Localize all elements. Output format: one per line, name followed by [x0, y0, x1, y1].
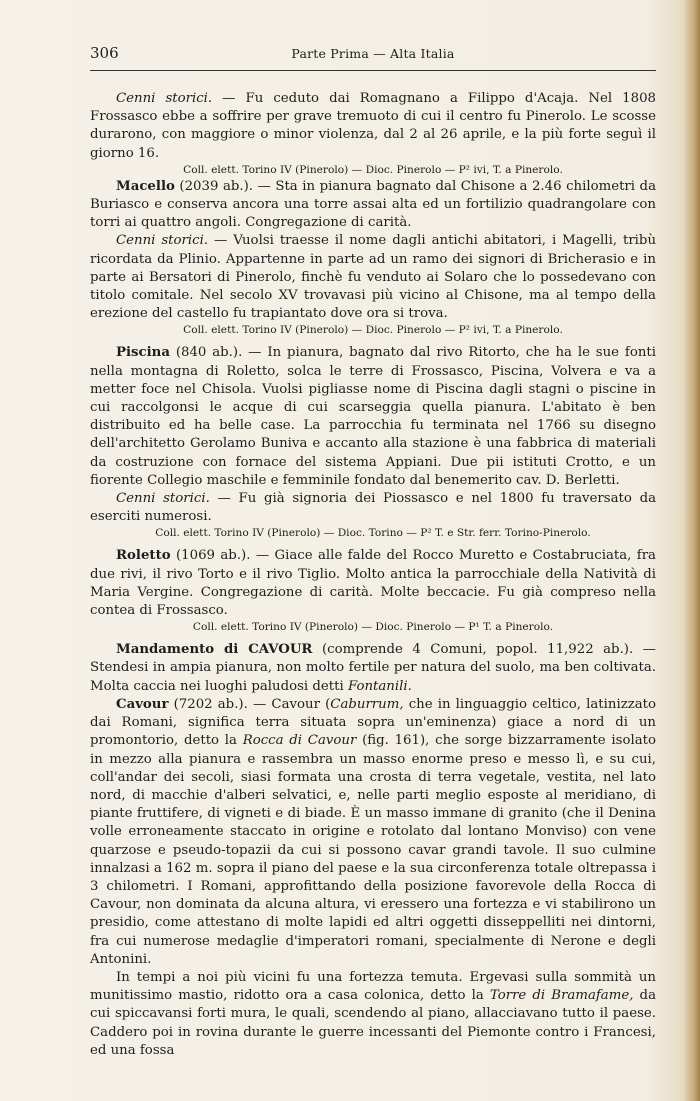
collegio-note: Coll. elett. Torino IV (Pinerolo) — Dioc. Pinerolo — P¹ T. a Pinerolo. — [192, 621, 554, 634]
entry-mandamento-cavour — [90, 641, 656, 696]
storici-label: Cenni storici. — [116, 233, 209, 249]
entry-name: Macello — [116, 178, 175, 194]
collegio-note: Coll. elett. Torino IV (Pinerolo) — Dioc. Pinerolo — P² ivi, T. a Pinerolo. — [183, 324, 563, 337]
page-header — [90, 44, 656, 66]
paragraph-cavour-fortress — [90, 969, 656, 1060]
entry-name: Mandamento di CAVOUR — [116, 642, 313, 658]
entry-piscina — [90, 344, 656, 490]
entry-text: (1069 ab.). — Giace alle falde del Rocco Muretto e Costabruciata, fra due rivi, il rivo Torto e il rivo Tiglio. Molto antica la parrocchiale della Natività di Maria Vergine. Congregazione di carità. Molte beccacie. Fu già compreso nella contea di Frossasco. — [90, 548, 656, 619]
header-rule — [90, 70, 656, 71]
entry-text: che in linguaggio celtico, latinizzato dai Romani, significa terra situata sopra un'eminenza) giace a nord di un promontorio, detto la — [90, 696, 656, 749]
page-body — [90, 90, 656, 1060]
rocca-term: Rocca di Cavour — [242, 733, 357, 749]
caburrum-term: Caburrum, — [330, 696, 404, 712]
paragraph-frossasco-history — [90, 90, 656, 163]
paragraph-piscina-history — [90, 490, 656, 526]
paragraph-text: — Fu già signoria dei Piossasco e nel 1800 fu traversato da eserciti numerosi. — [90, 491, 657, 525]
entry-macello — [90, 178, 656, 233]
storici-label: Cenni storici. — [116, 491, 210, 507]
entry-name: Piscina — [116, 345, 170, 361]
page-number: 306 — [90, 44, 119, 62]
entry-text: (fig. 161), che sorge bizzarramente isolato in mezzo alla pianura e rassembra un masso enorme preso e messo lì, e su cui, coll'andar dei secoli, siasi formata una crosta di terra vegetale, vestita, nel lato nord, di macchie d'alberi selvatici, e, nelle parti meglio esposte al meridiano, di piante fruttifere, di vigneti e di biade. È un masso immane di granito (che il Denina volle erroneamente staccato in origine e rotolato dal lontano Monviso) con vene quarzose e pseudo-topazii da cui si possono cavar grandi tavole. Il suo culmine innalzasi a 162 m. sopra il piano del paese e la sua circonferenza totale oltrepassa i 3 chilometri. I Romani, approfittando della posizione favorevole della Rocca di Cavour, non dominata da alcuna altura, vi eressero una fortezza e vi stabilirono un presidio, come attestano di molte lapidi ed altri oggetti disseppelliti nei dintorni, fra cui numerose medaglie d'imperatori romani, specialmente di Nerone e degli Antonini. — [90, 733, 656, 967]
collegio-note: Coll. elett. Torino IV (Pinerolo) — Dioc. Pinerolo — P² ivi, T. a Pinerolo. — [183, 163, 563, 176]
entry-text: (comprende 4 Comuni, popol. 11,922 ab.). — Stendesi in ampia pianura, non molto fertile per natura del suolo, ma ben coltivata. Molta caccia nei luoghi paludosi detti — [90, 642, 656, 694]
collegio-note: Coll. elett. Torino IV (Pinerolo) — Dioc. Torino — P² T. e Str. ferr. Torino-Pinerolo. — [155, 527, 591, 540]
entry-text: (7202 ab.). — Cavour ( — [168, 696, 331, 712]
paragraph-text: In tempi a noi più vicini fu una fortezza temuta. Ergevasi sulla sommità un munitissimo mastio, ridotto ora a casa colonica, detto la — [90, 969, 656, 1004]
running-head: Parte Prima — Alta Italia — [291, 46, 455, 61]
paragraph-text: — Vuolsi traesse il nome dagli antichi abitatori, i Magelli, tribù ricordata da Plinio. Appartenne in parte ad un ramo dei signori di Bricherasio e in parte ai Bersatori di Pinerolo, finchè fu venduto ai Solaro che lo possedevano con titolo comitale. Nel secolo XV trovavasi più vicino al Chisone, ma al tempo della erezione del castello fu trapiantato dove ora si trova. — [90, 233, 657, 322]
entry-text: (840 ab.). — In pianura, bagnato dal rivo Ritorto, che ha le sue fonti nella montagna di Roletto, solca le terre di Frossasco, Piscina, Volvera e va a metter foce nel Chisola. Vuolsi pigliasse nome di Piscina dagli stagni o piscine in cui raccolgonsi le acque di cui scarseggia quella pianura. L'abitato è ben distribuito ed ha belle case. La parrocchia fu terminata nel 1766 su disegno dell'architetto Gerolamo Buniva e accanto alla stazione è una fabbrica di materiali da costruzione con fornace del sistema Appiani. Due pii istituti Crotto, e un fiorente Collegio maschile e femminile fondato dal benemerito cav. D. Berletti. — [90, 345, 656, 488]
storici-label: Cenni storici. — [116, 91, 213, 106]
fontanili-term: Fontanili. — [347, 678, 412, 694]
torre-term: Torre di Bramafame, — [489, 988, 634, 1004]
entry-cavour — [90, 696, 656, 969]
entry-text: (2039 ab.). — Sta in pianura bagnato dal Chisone a 2.46 chilometri da Buriasco e conserva ancora una torre assai alta ed un fortilizio quadrangolare con torri ai quattro angoli. Congregazione di carità. — [90, 178, 656, 231]
entry-name: Cavour — [116, 696, 169, 712]
paragraph-text: — Fu ceduto dai Romagnano a Filippo d'Acaja. Nel 1808 Frossasco ebbe a soffrire per grave tremuoto di cui il centro fu Pinerolo. Le scosse durarono, con maggiore o minor violenza, dal 2 al 26 aprile, e la più forte seguì il giorno 16. — [90, 91, 656, 161]
paragraph-macello-history — [90, 232, 656, 323]
entry-roletto — [90, 547, 656, 620]
page-spine-shadow — [684, 0, 700, 1101]
entry-name: Roletto — [116, 548, 171, 564]
paragraph-text: da cui spiccavansi forti mura, le quali, scendendo al piano, allacciavano tutto il paese. Caddero poi in rovina durante le guerre incessanti del Piemonte contro i Francesi, ed una fossa — [90, 988, 656, 1058]
